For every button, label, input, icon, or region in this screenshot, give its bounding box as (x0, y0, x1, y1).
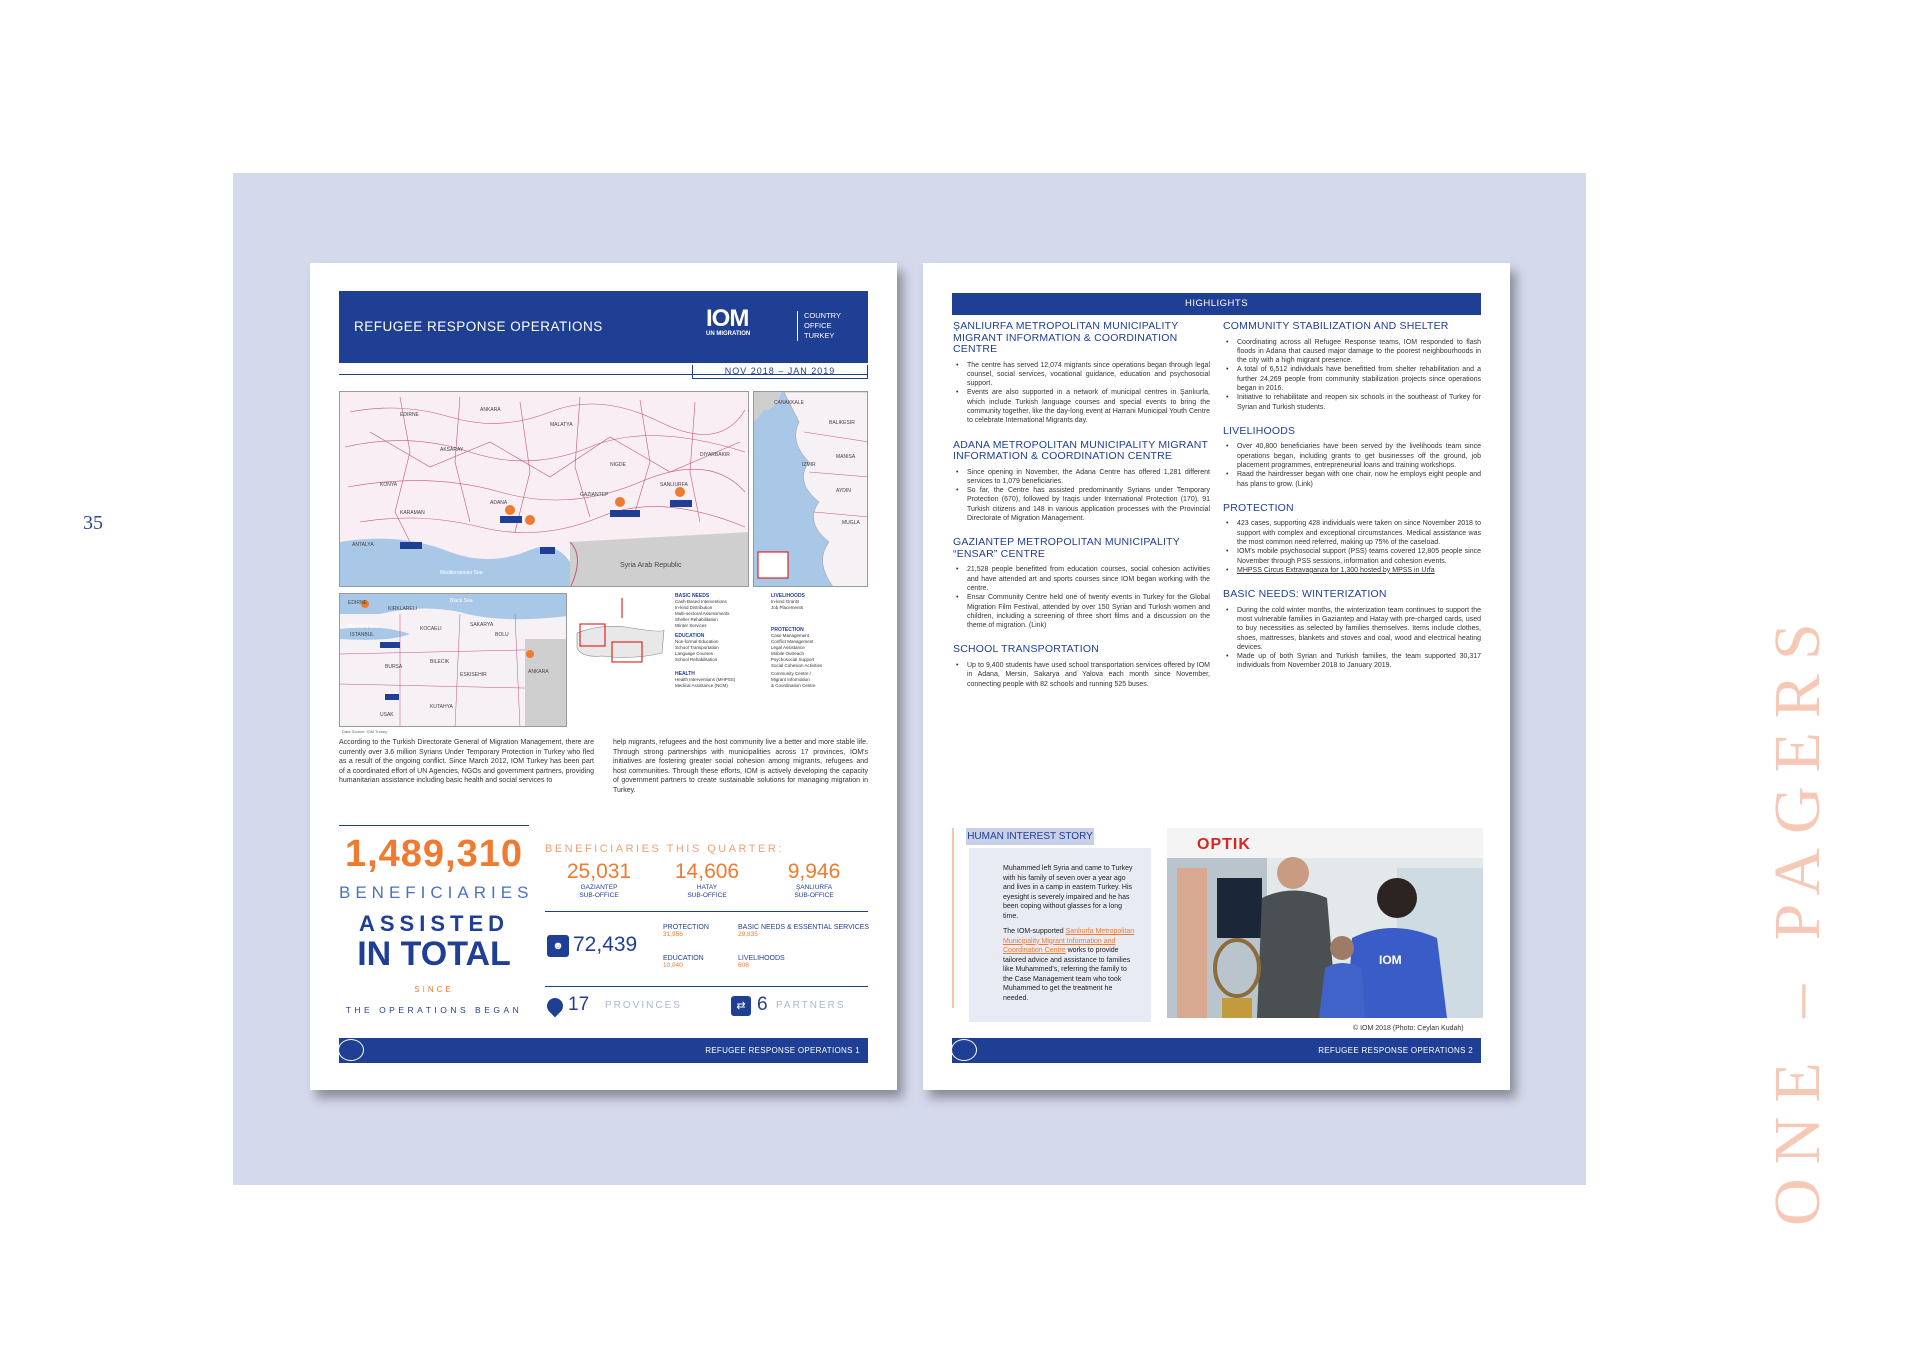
turkey-map-south (339, 391, 749, 587)
total-beneficiaries: 1,489,310 (344, 833, 524, 875)
legend-item: Mobile Outreach (771, 651, 805, 656)
story-title: HUMAN INTEREST STORY (966, 828, 1094, 845)
sector-education: EDUCATION 10,040 (663, 955, 704, 969)
date-range: NOV 2018 – JAN 2019 (692, 365, 868, 379)
sector-protection: PROTECTION 31,956 (663, 924, 709, 938)
legend-item: Winter Services (675, 623, 707, 628)
legend-item: School Transportation (675, 645, 719, 650)
map-city-label: ANTALYA (352, 542, 374, 548)
map-city-label: EDIRNE (400, 412, 419, 418)
legend-health (675, 671, 767, 689)
nw-city-label: KUTAHYA (430, 704, 453, 710)
section-title: ADANA METROPOLITAN MUNICIPALITY MIGRANT INFORMATION & COORDINATION CENTRE (953, 438, 1208, 463)
nw-city-label: EDIRNE (348, 600, 367, 606)
nw-city-label: USAK (380, 712, 394, 718)
inset-city-label: IZMIR (802, 462, 816, 468)
map-city-label: KONYA (380, 482, 398, 488)
bullet: • Since opening in November, the Adana Centre has offered 1,281 different services to 1,079 beneficiaries. (953, 468, 1210, 487)
highlights-left-column (953, 321, 1210, 689)
legend-item: Psychosocial Support (771, 657, 815, 662)
nw-city-label: BILECIK (430, 659, 450, 665)
location-pin-icon (544, 995, 567, 1018)
section-title: GAZIANTEP METROPOLITAN MUNICIPALITY “ENSAR” CENTRE (953, 536, 1180, 560)
turkey-overview-map (572, 598, 667, 678)
legend-education (675, 633, 767, 663)
page-number: 35 (83, 512, 103, 534)
highlights-bar: HIGHLIGHTS (952, 293, 1481, 315)
page2-footer: REFUGEE RESPONSE OPERATIONS 2 (952, 1038, 1481, 1063)
sector-basic-needs: BASIC NEEDS & ESSENTIAL SERVICES 29,835 (738, 924, 870, 938)
photo-credit: © IOM 2018 (Photo: Ceylan Kudah) (1353, 1025, 1464, 1032)
bullet: • Initiative to rehabilitate and reopen six schools in the southeast of Turkey for Syrian and Turkish students. (1223, 393, 1481, 412)
map-city-label: GAZIANTEP (580, 492, 609, 498)
inset-city-label: MANISA (836, 454, 856, 460)
story-link[interactable]: Şanlıurfa Metropolitan Municipality Migrant Information and Coordination Centre (1003, 928, 1135, 954)
turkey-map-west-inset (753, 391, 868, 587)
bullet-link[interactable]: • MHPSS Circus Extravaganza for 1,300 hosted by MPSS in Urfa (1223, 566, 1481, 575)
map-source: Data Source: IOM Turkey (342, 729, 388, 734)
intro-right: help migrants, refugees and the host community live a better and more stable life. Through strong partnerships with municipalities across 17 provinces, IOM's initiatives are fostering greater social cohesion among migrants, refugees and host communities. Through these efforts, IOM is actively developing the capacity of government partners to create sustainable solutions for managing migration in Turkey. (613, 739, 868, 794)
inset-city-label: BALIKESIR (829, 420, 855, 426)
page1-header (339, 291, 868, 363)
legend-item: Cash-Based Interventions (675, 599, 727, 604)
partners-label: PARTNERS (776, 1000, 846, 1011)
legend-protection (771, 627, 869, 669)
beneficiaries-label: BENEFICIARIES (339, 883, 534, 902)
story-accent-bar (952, 828, 954, 1008)
map-city-label: NIGDE (610, 462, 626, 468)
map-city-label: AKSARAY (440, 447, 464, 453)
page1-footer: REFUGEE RESPONSE OPERATIONS 1 (339, 1038, 868, 1063)
bullet: • During the cold winter months, the winterization team continues to support the most vulnerable families in Gaziantep and Hatay with pre-charged cards, used to buy necessities as selected by families themselves. Items include clothes, shoes, mattresses, blankets and stoves and coal, wood and electrical heating devices. (1223, 606, 1481, 652)
quarter-title: BENEFICIARIES THIS QUARTER: (545, 843, 784, 855)
quarter-stat-gaziantep: 25,031 GAZIANTEP SUB-OFFICE (566, 860, 632, 899)
section-title: PROTECTION (1223, 501, 1294, 514)
partners-count: 6 (757, 994, 768, 1015)
legend-item: Social Cohesion Activities (771, 663, 823, 668)
legend-item: Health Interventions (MHPSS) (675, 677, 736, 682)
bullet: • Ensar Community Centre held one of twenty events in Turkey for the Global Migration Film Festival, attended by over 150 Syrian and Turkish women and children, including a screening of three short films and a discussion on the theme of migration. (Link) (953, 593, 1210, 630)
nw-city-label: ESKISEHIR (460, 672, 487, 678)
story-box (969, 848, 1151, 1022)
section-title: SCHOOL TRANSPORTATION (953, 643, 1099, 656)
highlights-right-column (1223, 321, 1481, 671)
legend-item: School Rehabilitation (675, 657, 718, 662)
legend-item: Multi-sectoral Assessments (675, 611, 730, 616)
inset-city-label: AYDIN (836, 488, 851, 494)
family-icon: ☻ (547, 935, 569, 957)
quarter-stat-hatay: 14,606 HATAY SUB-OFFICE (674, 860, 740, 899)
photo-sign-text: OPTIK (1197, 836, 1251, 853)
one-pager-page-2 (923, 263, 1510, 1090)
handshake-icon: ⇄ (731, 996, 751, 1016)
legend-item: In-kind Distribution (675, 605, 713, 610)
provinces-count: 17 (568, 994, 590, 1015)
legend-item: Case Management (771, 633, 810, 638)
since-label: SINCE (414, 985, 454, 994)
map-city-label: SANLIURFA (660, 482, 688, 488)
assisted-label: ASSISTED (358, 911, 510, 936)
quarter-total: 72,439 (573, 933, 638, 956)
legend-item: Migrant Information (771, 677, 810, 682)
section-title: BASIC NEEDS: WINTERIZATION (1223, 588, 1387, 601)
legend-item: Legal Assistance (771, 645, 805, 650)
nw-city-label: BURSA (385, 664, 403, 670)
inset-city-label: MUGLA (842, 520, 860, 526)
turkey-map-northwest (339, 593, 567, 727)
section-title: COMMUNITY STABILIZATION AND SHELTER (1223, 320, 1449, 332)
legend-item: Conflict Management (771, 639, 814, 644)
nw-city-label: KIRKLARELI (388, 606, 417, 612)
in-total-label: IN TOTAL (357, 935, 511, 973)
map-city-label: ANKARA (480, 407, 501, 413)
map-city-label: ADANA (490, 500, 508, 506)
nw-city-label: ANKARA (528, 669, 549, 675)
side-title: ONE – PAGERS (1761, 609, 1834, 1226)
legend-item: Shelter Rehabilitation (675, 617, 718, 622)
legend-title: EDUCATION (675, 633, 705, 639)
nw-city-label: ISTANBUL (350, 632, 375, 638)
story-paragraph-1: Muhammed left Syria and came to Turkey with his family of seven over a year ago and lives in a camp in eastern Turkey. His eyesight is severely impaired and he has been coping without glasses for a long time. (1003, 865, 1133, 920)
stats-divider (545, 986, 868, 987)
bullet: • Coordinating across all Refugee Response teams, IOM responded to flash floods in Adana that caused major damage to the poorest neighbourhoods in the city with a high migrant presence. (1223, 338, 1481, 366)
section-title: LIVELIHOODS (1223, 424, 1296, 437)
quarter-stat-sanliurfa: 9,946 ŞANLIURFA SUB-OFFICE (787, 860, 841, 899)
bullet: • The centre has served 12,074 migrants since operations began through legal counsel, social services, vocational guidance, education and psychosocial support. (953, 361, 1210, 389)
header-title: REFUGEE RESPONSE OPERATIONS (354, 319, 603, 334)
inset-city-label: CANAKKALE (774, 400, 805, 406)
country-office: COUNTRY OFFICE TURKEY (797, 311, 868, 341)
map-graphic (340, 392, 749, 587)
story-paragraph-2: The IOM-supported Şanlıurfa Metropolitan Municipality Migrant Information and Coordination Centre works to provide tailored advice and assistance to families like Muhammed's, referring the family to the Case Management team who took Muhammed to get the treatment he needed. (1003, 928, 1135, 1002)
sector-livelihoods: LIVELIHOODS 608 (738, 955, 785, 969)
nw-sea-label: Marmara Sea (348, 624, 379, 630)
iom-seal-icon (951, 1039, 977, 1061)
legend-item: Community Centre / (771, 671, 812, 676)
legend-livelihoods (771, 593, 869, 611)
map-city-label: KARAMAN (400, 510, 425, 516)
iom-logo: IOM UN MIGRATION (706, 305, 751, 337)
provinces-label: PROVINCES (605, 1000, 682, 1011)
legend-title: BASIC NEEDS (675, 593, 710, 599)
bullet: • So far, the Centre has assisted predominantly Syrians under Temporary Protection (670), followed by Iraqis under International Protection (170), 91 Turkish citizens and 148 in various application processes with the Provincial Directorate of Migration Management. (953, 486, 1210, 523)
legend-item: Job Placements (771, 605, 804, 610)
story-photo (1167, 828, 1483, 1018)
map-city-label: MALATYA (550, 422, 573, 428)
operations-began-label: THE OPERATIONS BEGAN (345, 1005, 523, 1015)
nw-city-label: BOLU (495, 632, 509, 638)
nw-sea-label: Black Sea (450, 598, 473, 604)
map-legend (675, 593, 870, 727)
map-city-label: DIYARBAKIR (700, 452, 730, 458)
legend-item: & Coordination Centre (771, 683, 816, 688)
photo-shirt-text: IOM (1379, 953, 1402, 967)
legend-title: HEALTH (675, 671, 695, 677)
bullet: • Up to 9,400 students have used school transportation services offered by IOM in Adana, Mersin, Sakarya and Yalova each month since November, connecting people with 82 schools and running 525 buses. (953, 661, 1210, 689)
bullet: • 423 cases, supporting 428 individuals were taken on since November 2018 to support with complex and exceptional circumstances. Medical assistance was the most common need referred, making up 75% of the caseload. (1223, 519, 1481, 547)
bullet: • Events are also supported in a network of municipal centres in Şanlıurfa, which include Turkish language courses and special events to bring the community together, like the day-long event at Harrani Municipal Youth Centre to celebrate International Migrants day. (953, 388, 1210, 425)
iom-seal-icon (338, 1039, 364, 1061)
legend-item: Non-formal Education (675, 639, 719, 644)
stats-divider (339, 825, 529, 826)
one-pager-page-1 (310, 263, 897, 1090)
bullet: • Raad the hairdresser began with one chair, now he employs eight people and has plans to grow. (Link) (1223, 470, 1481, 489)
map-label-syria: Syria Arab Republic (620, 562, 682, 569)
nw-city-label: SAKARYA (470, 622, 494, 628)
legend-title: LIVELIHOODS (771, 593, 805, 599)
legend-item: Medical Assistance (NCM) (675, 683, 728, 688)
map-label-sea: Mediterranean Sea (440, 570, 483, 576)
bullet: • A total of 6,512 individuals have benefitted from shelter rehabilitation and a further 24,269 people from community stabilization projects since operations began in 2016. (1223, 365, 1481, 393)
bullet: • Made up of both Syrian and Turkish families, the team supported 30,317 individuals from November 2018 to January 2019. (1223, 652, 1481, 671)
intro-left: According to the Turkish Directorate General of Migration Management, there are currently over 3.6 million Syrians Under Temporary Protection in Turkey who fled as a result of the ongoing conflict. Since March 2012, IOM Turkey has been part of a coordinated effort of UN Agencies, NGOs and government partners, providing humanitarian assistance including basic health and social services to (339, 739, 594, 785)
legend-title: PROTECTION (771, 627, 804, 633)
nw-city-label: KOCAELI (420, 626, 442, 632)
stats-divider (545, 911, 868, 912)
bullet: • Over 40,800 beneficiaries have been served by the livelihoods team since operations began, including grants to get businesses off the ground, job placement programmes, entrepreneurial loans and training workshops. (1223, 442, 1481, 470)
section-title: ŞANLIURFA METROPOLITAN MUNICIPALITY MIGRANT INFORMATION & COORDINATION CENTRE (953, 320, 1179, 355)
bullet: • IOM's mobile psychosocial support (PSS) teams covered 12,805 people since November through PSS sessions, information and cohesion events. (1223, 547, 1481, 566)
legend-community (771, 671, 869, 689)
legend-basic-needs (675, 593, 767, 629)
bullet: • 21,528 people benefitted from education courses, social cohesion activities and have attended art and sports courses since IOM began working with the centre. (953, 565, 1210, 593)
legend-item: Language Courses (675, 651, 714, 656)
legend-item: In-kind Grants (771, 599, 800, 604)
